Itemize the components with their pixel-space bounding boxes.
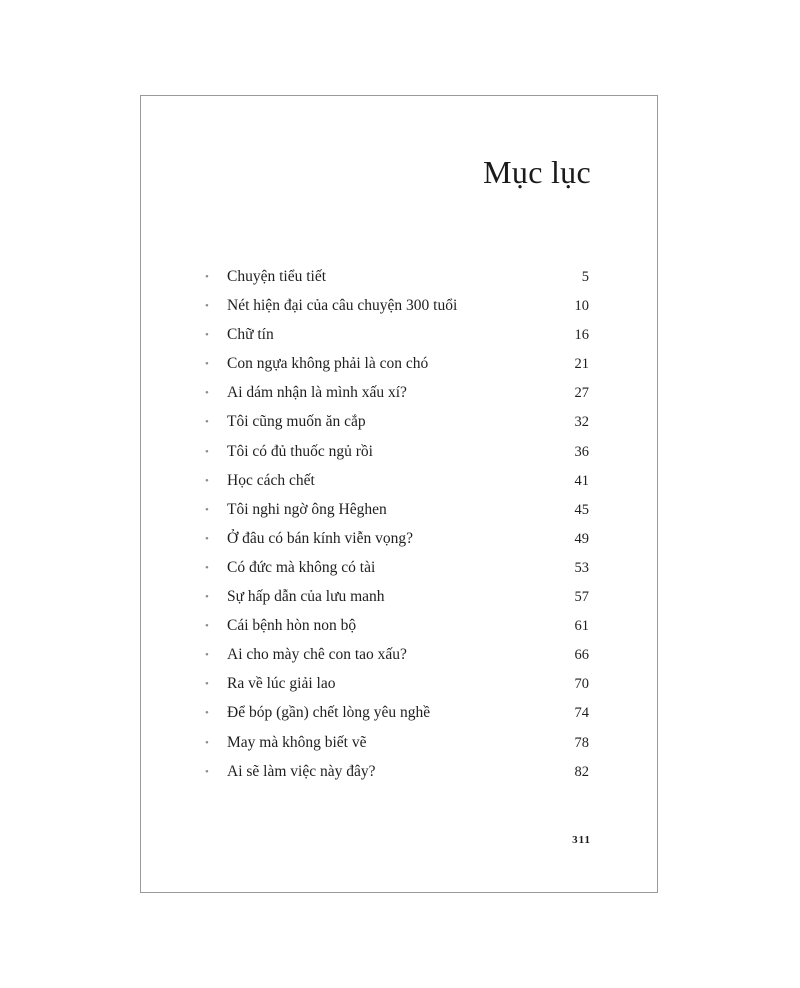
toc-entry: [205, 501, 589, 530]
bullet-icon: •: [205, 765, 209, 778]
bullet-icon: •: [205, 387, 209, 400]
toc-entry-page: 61: [574, 618, 589, 635]
bullet-icon: •: [205, 271, 209, 283]
toc-entry-page: 82: [574, 763, 589, 780]
toc-entry-page: 70: [574, 676, 589, 693]
toc-entry-page: 27: [574, 385, 589, 402]
toc-entry-title: May mà không biết vẽ: [227, 733, 367, 751]
toc-entry-page: 57: [574, 589, 589, 606]
toc-entry: [205, 646, 589, 675]
toc-entry-page: 74: [574, 705, 589, 722]
toc-entry-page: 10: [574, 298, 589, 315]
bullet-icon: •: [205, 649, 209, 662]
toc-entry-title: Học cách chết: [227, 471, 315, 489]
toc-entry-title: Ai sẽ làm việc này đây?: [227, 762, 376, 780]
toc-entry-page: 45: [574, 501, 589, 518]
toc-entry-title: Con ngựa không phải là con chó: [227, 355, 429, 373]
toc-entry: [205, 443, 589, 472]
toc-entry-page: 21: [574, 356, 589, 373]
bullet-icon: •: [205, 678, 209, 691]
toc-entry-title: Ai cho mày chê con tao xấu?: [227, 646, 407, 664]
bullet-icon: •: [205, 474, 209, 487]
toc-entry-title: Để bóp (gần) chết lòng yêu nghề: [227, 704, 431, 722]
bullet-icon: •: [205, 736, 209, 749]
toc-entry-page: 36: [574, 443, 589, 460]
toc-entry-title: Tôi nghi ngờ ông Hêghen: [227, 500, 387, 518]
toc-entry: [205, 297, 589, 326]
bullet-icon: •: [205, 445, 209, 458]
toc-entry-title: Tôi có đủ thuốc ngủ rồi: [227, 442, 373, 460]
toc-entry: [205, 617, 589, 646]
toc-entry-title: Sự hấp dẫn của lưu manh: [227, 588, 385, 606]
toc-entry-page: 53: [574, 559, 589, 576]
book-page: [140, 95, 658, 893]
bullet-icon: •: [205, 620, 209, 633]
toc-entry: [205, 734, 589, 763]
toc-entry-page: 66: [574, 647, 589, 664]
toc-entry: [205, 763, 589, 792]
toc-entry: [205, 559, 589, 588]
toc-entry-page: 78: [574, 734, 589, 751]
toc-entry: [205, 588, 589, 617]
toc-entry: [205, 675, 589, 704]
toc-entry: [205, 530, 589, 559]
table-of-contents: [205, 268, 589, 792]
bullet-icon: •: [205, 416, 209, 429]
toc-entry: [205, 268, 589, 297]
toc-entry-title: Ở đâu có bán kính viễn vọng?: [227, 529, 413, 547]
toc-entry-title: Ai dám nhận là mình xấu xí?: [227, 384, 407, 402]
toc-entry-title: Nét hiện đại của câu chuyện 300 tuổi: [227, 297, 458, 315]
toc-entry-page: 32: [574, 414, 589, 431]
bullet-icon: •: [205, 300, 209, 313]
bullet-icon: •: [205, 591, 209, 604]
page-title: Mục lục: [483, 154, 591, 190]
page-number: 311: [572, 834, 591, 846]
toc-entry-page: 16: [574, 327, 589, 344]
toc-entry: [205, 384, 589, 413]
toc-entry: [205, 355, 589, 384]
toc-entry-page: 49: [574, 530, 589, 547]
toc-entry-title: Cái bệnh hòn non bộ: [227, 617, 357, 635]
toc-entry-page: 41: [574, 472, 589, 489]
toc-entry-title: Tôi cũng muốn ăn cắp: [227, 413, 366, 431]
bullet-icon: •: [205, 532, 209, 545]
toc-entry: [205, 472, 589, 501]
bullet-icon: •: [205, 329, 209, 342]
toc-entry-title: Có đức mà không có tài: [227, 558, 376, 576]
toc-entry-title: Chuyện tiểu tiết: [227, 268, 327, 285]
bullet-icon: •: [205, 503, 209, 516]
toc-entry-title: Chữ tín: [227, 326, 274, 344]
bullet-icon: •: [205, 561, 209, 574]
toc-entry: [205, 326, 589, 355]
bullet-icon: •: [205, 358, 209, 371]
toc-entry-page: 5: [581, 269, 589, 285]
toc-entry-title: Ra về lúc giải lao: [227, 675, 336, 693]
toc-entry: [205, 413, 589, 442]
toc-entry: [205, 704, 589, 733]
bullet-icon: •: [205, 707, 209, 720]
